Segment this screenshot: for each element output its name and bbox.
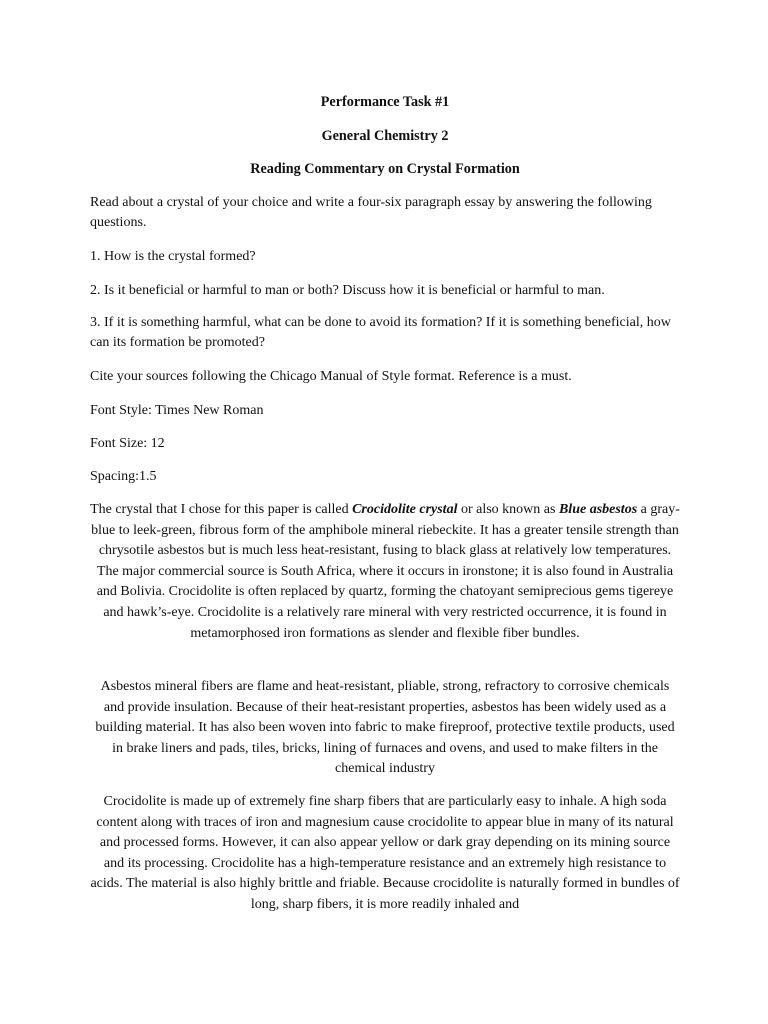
essay-paragraph-1 <box>90 500 680 644</box>
instructions-intro: Read about a crystal of your choice and write a four-six paragraph essay by answering the following questions. <box>90 195 652 231</box>
blue-asbestos-term: Blue asbestos <box>558 502 638 517</box>
essay-p1-connector: or also known as <box>457 502 559 517</box>
spacing-requirement: Spacing:1.5 <box>90 469 157 484</box>
essay-paragraph-3: Crocidolite is made up of extremely fine sharp fibers that are particularly easy to inhale. A high soda content along with traces of iron and magnesium cause crocidolite to appear blue in many of its natural and processed forms. However, it can also appear yellow or dark gray depending on its mining source and its processing. Crocidolite has a high-temperature resistance and an extremely high resistance to acids. The material is also highly brittle and friable. Because crocidolite is naturally formed in bundles of long, sharp fibers, it is more readily inhaled and <box>90 794 680 912</box>
font-style-requirement: Font Style: Times New Roman <box>90 403 264 418</box>
question-3: 3. If it is something harmful, what can be done to avoid its formation? If it is something beneficial, how can its formation be promoted? <box>90 315 671 351</box>
essay-p1-intro: The crystal that I chose for this paper is called <box>90 502 353 517</box>
essay-paragraph-2: Asbestos mineral fibers are flame and heat-resistant, pliable, strong, refractory to corrosive chemicals and provide insulation. Because of their heat-resistant properties, asbestos has been widely used as a building material. It has also been woven into fabric to make fireproof, protective textile products, used in brake liners and pads, tiles, bricks, lining of furnaces and ovens, and used to make filters in the chemical industry <box>95 679 675 777</box>
font-size-requirement: Font Size: 12 <box>90 436 165 451</box>
task-title: Performance Task #1 <box>320 94 450 110</box>
crocidolite-term: Crocidolite crystal <box>352 502 458 517</box>
question-2: 2. Is it beneficial or harmful to man or both? Discuss how it is beneficial or harmful to man. <box>90 283 605 298</box>
citation-instruction: Cite your sources following the Chicago Manual of Style format. Reference is a must. <box>90 369 572 384</box>
question-1: 1. How is the crystal formed? <box>90 249 256 264</box>
essay-p1-body: a gray-blue to leek-green, fibrous form of the amphibole mineral riebeckite. It has a greater tensile strength than chrysotile asbestos but is much less heat-resistant, fusing to black glass at relatively low temperatures. The major commercial source is South Africa, where it occurs in ironstone; it is also found in Australia and Bolivia. Crocidolite is often replaced by quartz, forming the chatoyant semiprecious gems tigereye and hawk’s-eye. Crocidolite is a relatively rare mineral with very restricted occurrence, it is found in metamorphosed iron formations as slender and flexible fiber bundles. <box>91 502 680 641</box>
topic-title: Reading Commentary on Crystal Formation <box>250 161 520 177</box>
subject-title: General Chemistry 2 <box>321 128 449 144</box>
